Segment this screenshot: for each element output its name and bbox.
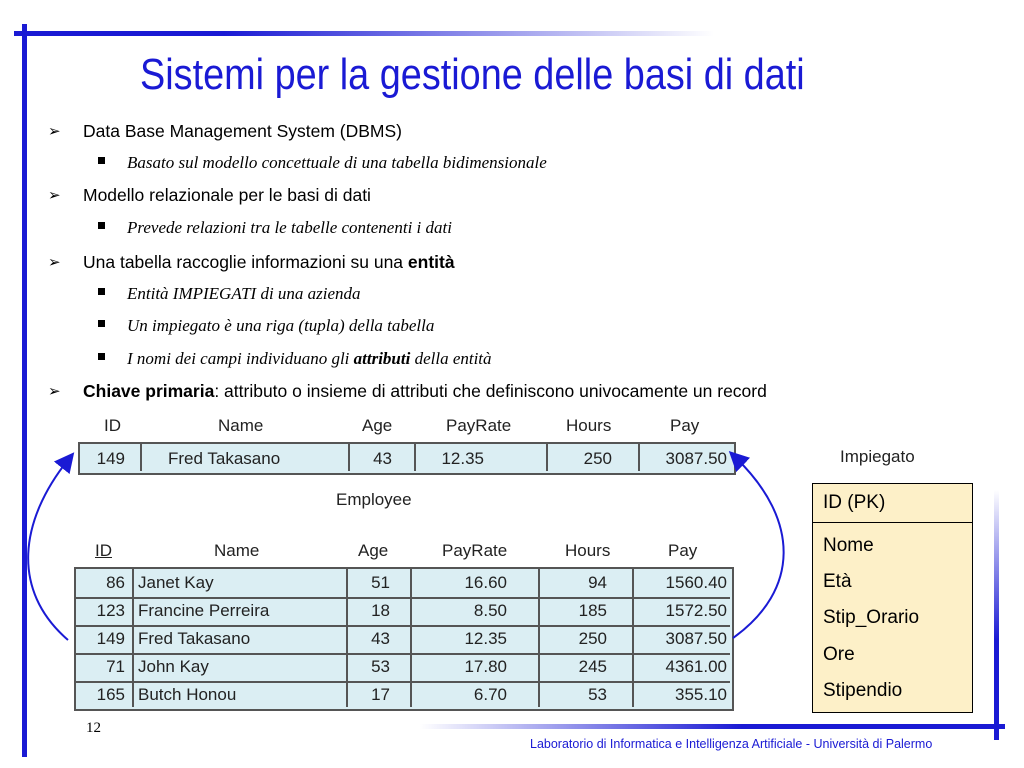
bullet-text: : attributo o insieme di attributi che definiscono univocamente un record bbox=[214, 381, 767, 401]
column-divider bbox=[346, 569, 348, 707]
table-cell: 51 bbox=[371, 573, 390, 592]
table-cell: 250 bbox=[578, 629, 607, 648]
column-divider bbox=[538, 569, 540, 707]
column-divider bbox=[410, 569, 412, 707]
table-cell: 4361.00 bbox=[665, 657, 727, 676]
bullet-text: Entità IMPIEGATI di una azienda bbox=[127, 284, 361, 303]
bullet-text: Data Base Management System (DBMS) bbox=[83, 121, 403, 141]
table-cell: 185 bbox=[578, 601, 607, 620]
table-cell: Butch Honou bbox=[138, 685, 237, 704]
entity-title: Impiegato bbox=[840, 447, 915, 466]
entity-attribute: Stipendio bbox=[823, 680, 903, 701]
arrow-bullet-icon: ➢ bbox=[48, 187, 61, 204]
table-cell: 123 bbox=[96, 601, 125, 620]
entity-pk: ID (PK) bbox=[823, 492, 886, 513]
table-cell: 165 bbox=[96, 685, 125, 704]
table-cell: 1560.40 bbox=[665, 573, 727, 592]
column-header: Age bbox=[358, 541, 389, 560]
column-divider bbox=[140, 444, 142, 471]
table-cell: 355.10 bbox=[675, 685, 727, 704]
arrow-bullet-icon: ➢ bbox=[48, 254, 61, 271]
table-cell: 250 bbox=[583, 449, 612, 468]
table-cell: Fred Takasano bbox=[168, 449, 281, 468]
frame-vertical-bar-right bbox=[994, 490, 999, 740]
column-header: Age bbox=[362, 416, 393, 435]
table-cell: 245 bbox=[578, 657, 607, 676]
arrow-bullet-icon: ➢ bbox=[48, 383, 61, 400]
table-cell: Fred Takasano bbox=[138, 629, 251, 648]
table-cell: 1572.50 bbox=[665, 601, 727, 620]
bullet-text: Una tabella raccoglie informazioni su una bbox=[83, 252, 408, 272]
slide-title: Sistemi per la gestione delle basi di dati bbox=[140, 50, 805, 99]
table-cell: 17.80 bbox=[464, 657, 507, 676]
table-cell: 43 bbox=[373, 449, 392, 468]
table-cell: 94 bbox=[588, 573, 607, 592]
table-cell: 16.60 bbox=[464, 573, 507, 592]
entity-attribute: Età bbox=[823, 571, 852, 592]
column-divider bbox=[132, 569, 134, 707]
table-cell: 18 bbox=[371, 601, 390, 620]
bullet-text: I nomi dei campi individuano gli bbox=[127, 349, 354, 368]
square-bullet-icon bbox=[98, 353, 105, 360]
frame-horizontal-bar bbox=[14, 31, 714, 36]
page-number: 12 bbox=[86, 720, 101, 736]
table-cell: 149 bbox=[96, 629, 125, 648]
bullet-text: Basato sul modello concettuale di una tabella bidimensionale bbox=[127, 153, 547, 172]
column-header: Hours bbox=[565, 541, 611, 560]
column-divider bbox=[348, 444, 350, 471]
column-header: ID bbox=[104, 416, 121, 435]
right-arrow bbox=[733, 458, 784, 638]
column-header: Pay bbox=[668, 541, 698, 560]
column-header: PayRate bbox=[442, 541, 508, 560]
table-cell: 71 bbox=[106, 657, 125, 676]
column-header: ID bbox=[95, 541, 112, 560]
square-bullet-icon bbox=[98, 320, 105, 327]
table-cell: Janet Kay bbox=[138, 573, 214, 592]
table-cell: 12.35 bbox=[464, 629, 507, 648]
footer-text: Laboratorio di Informatica e Intelligenza Artificiale - Università di Palermo bbox=[530, 737, 933, 751]
table-cell: 86 bbox=[106, 573, 125, 592]
column-header: Hours bbox=[566, 416, 612, 435]
entity-attribute: Nome bbox=[823, 535, 874, 556]
bullet-text: Un impiegato è una riga (tupla) della tabella bbox=[127, 316, 435, 335]
entity-box bbox=[812, 483, 973, 713]
column-header: Name bbox=[218, 416, 264, 435]
bullet-text: della entità bbox=[410, 349, 492, 368]
frame-horizontal-bar-bottom bbox=[420, 724, 1005, 729]
column-header: PayRate bbox=[446, 416, 512, 435]
column-divider bbox=[632, 569, 634, 707]
frame-vertical-bar bbox=[22, 24, 27, 757]
left-arrow bbox=[28, 460, 68, 640]
table-cell: 8.50 bbox=[473, 601, 507, 620]
table-cell: Francine Perreira bbox=[138, 601, 270, 620]
entity-attribute: Stip_Orario bbox=[823, 607, 920, 628]
bullet-text: Modello relazionale per le basi di dati bbox=[83, 185, 371, 205]
table-cell: John Kay bbox=[138, 657, 209, 676]
table-cell: 3087.50 bbox=[665, 449, 727, 468]
table-cell: 53 bbox=[371, 657, 390, 676]
table-cell: 3087.50 bbox=[665, 629, 727, 648]
entity-pk-section bbox=[813, 484, 972, 523]
table-cell: 12.35 bbox=[441, 449, 484, 468]
bullet-bold-text: entità bbox=[407, 252, 455, 272]
column-divider bbox=[638, 444, 640, 471]
column-header: Pay bbox=[670, 416, 700, 435]
column-divider bbox=[546, 444, 548, 471]
bullet-bold-text: Chiave primaria bbox=[83, 381, 215, 401]
table-cell: 149 bbox=[96, 449, 125, 468]
table-cell: 6.70 bbox=[473, 685, 507, 704]
arrow-bullet-icon: ➢ bbox=[48, 123, 61, 140]
entity-attribute: Ore bbox=[823, 644, 855, 665]
bullet-text: Prevede relazioni tra le tabelle contenenti i dati bbox=[127, 218, 452, 237]
square-bullet-icon bbox=[98, 157, 105, 164]
table-cell: 17 bbox=[371, 685, 390, 704]
bullet-bold-text: attributi bbox=[353, 349, 411, 368]
table-cell: 53 bbox=[588, 685, 607, 704]
table-cell: 43 bbox=[371, 629, 390, 648]
column-divider bbox=[414, 444, 416, 471]
square-bullet-icon bbox=[98, 288, 105, 295]
table-caption: Employee bbox=[336, 490, 412, 509]
square-bullet-icon bbox=[98, 222, 105, 229]
column-header: Name bbox=[214, 541, 260, 560]
